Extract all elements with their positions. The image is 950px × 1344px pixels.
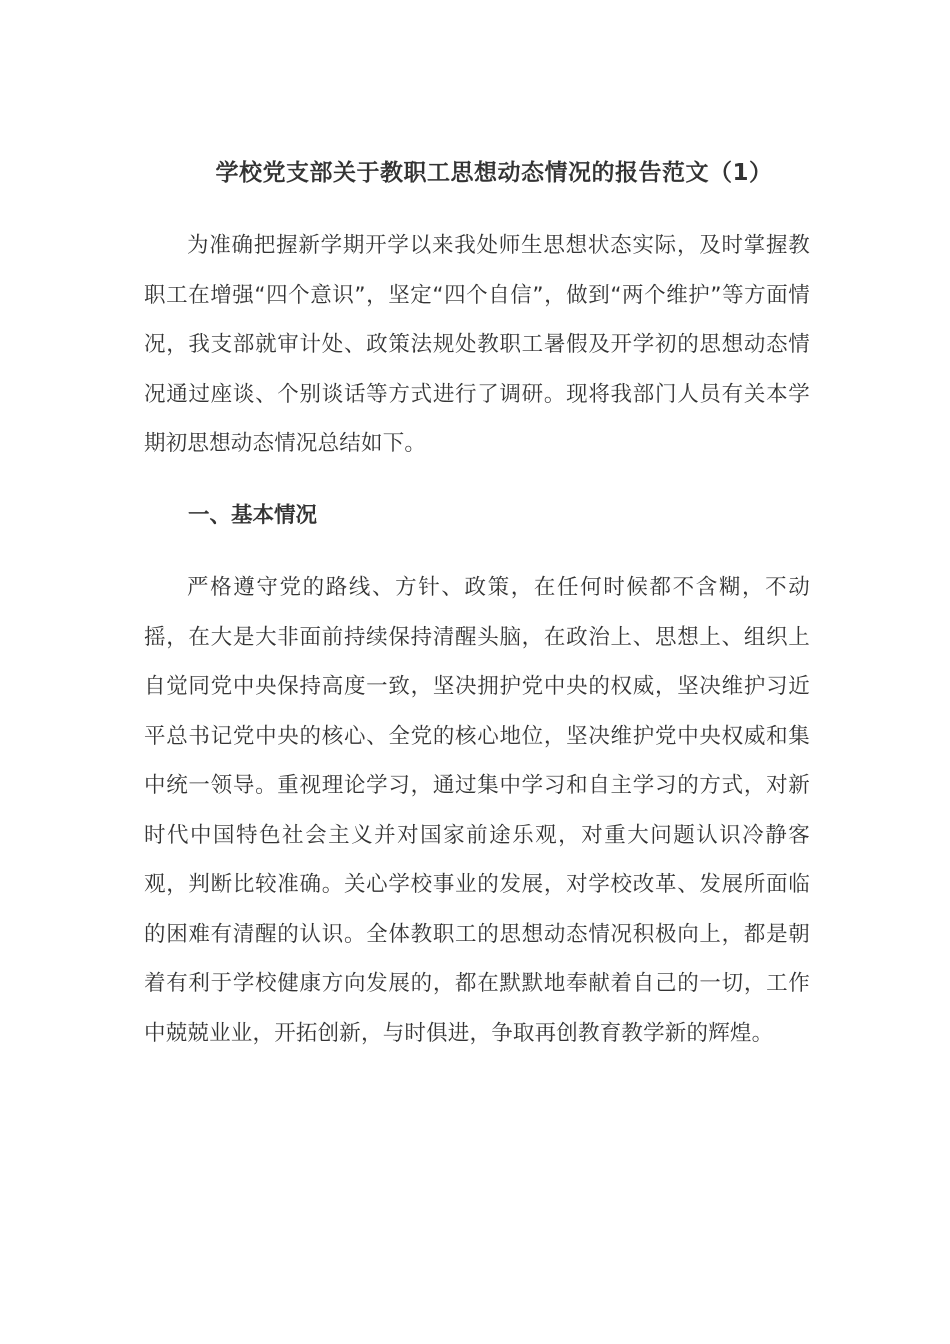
section-heading: 一、基本情况: [188, 503, 318, 528]
document-title: 学校党支部关于教职工思想动态情况的报告范文（1）: [215, 160, 773, 186]
intro-paragraph: 为准确把握新学期开学以来我处师生思想状态实际，及时掌握教职工在增强“四个意识”，坚定“四个自信”，做到“两个维护”等方面情况，我支部就审计处、政策法规处教职工暑假及开学初的思想动态情况通过座谈、个别谈话等方式进行了调研。现将我部门人员有关本学期初思想动态情况总结如下。: [144, 233, 810, 456]
section-paragraph: 严格遵守党的路线、方针、政策，在任何时候都不含糊，不动摇，在大是大非面前持续保持清醒头脑，在政治上、思想上、组织上自觉同党中央保持高度一致，坚决拥护党中央的权威，坚决维护习近平总书记党中央的核心、全党的核心地位，坚决维护党中央权威和集中统一领导。重视理论学习，通过集中学习和自主学习的方式，对新时代中国特色社会主义并对国家前途乐观，对重大问题认识冷静客观，判断比较准确。关心学校事业的发展，对学校改革、发展所面临的困难有清醒的认识。全体教职工的思想动态情况积极向上，都是朝着有利于学校健康方向发展的，都在默默地奉献着自己的一切，工作中兢兢业业，开拓创新，与时俱进，争取再创教育教学新的辉煌。: [144, 575, 810, 1046]
